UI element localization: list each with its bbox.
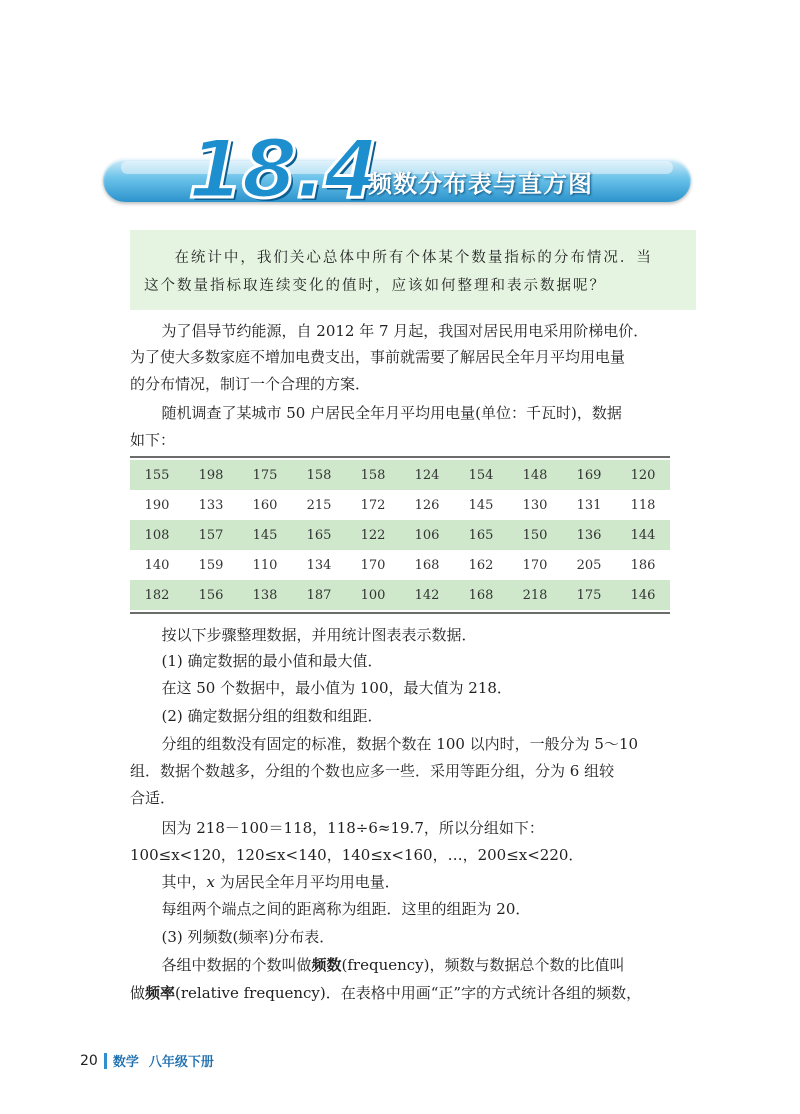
table-cell: 108 bbox=[130, 520, 184, 550]
table-cell: 190 bbox=[130, 490, 184, 520]
table-cell: 145 bbox=[454, 490, 508, 520]
step-2-line-1: 分组的组数没有固定的标准，数据个数在 100 以内时，一般分为 5～10 bbox=[161, 735, 639, 753]
footer-book: 八年级下册 bbox=[148, 1055, 214, 1070]
variable-note-suffix: 为居民全年月平均用电量． bbox=[214, 873, 400, 891]
table-cell: 186 bbox=[616, 550, 670, 580]
table-cell: 124 bbox=[400, 460, 454, 490]
table-cell: 187 bbox=[292, 580, 346, 610]
table-cell: 175 bbox=[238, 460, 292, 490]
table-bottom-rule bbox=[130, 612, 670, 614]
intro-line-2: 这个数量指标取连续变化的值时，应该如何整理和表示数据呢？ bbox=[144, 278, 606, 294]
interval-definition: 每组两个端点之间的距离称为组距．这里的组距为 20． bbox=[161, 900, 531, 918]
table-row bbox=[130, 550, 670, 580]
group-intervals: 100≤x<120，120≤x<140，140≤x<160，…，200≤x<220． bbox=[130, 846, 584, 864]
frequency-line-2-start: 做 bbox=[130, 984, 146, 1002]
table-cell: 120 bbox=[616, 460, 670, 490]
table-cell: 144 bbox=[616, 520, 670, 550]
table-cell: 142 bbox=[400, 580, 454, 610]
table-cell: 165 bbox=[292, 520, 346, 550]
paragraph-1-line-2: 为了使大多数家庭不增加电费支出，事前就需要了解居民全年月平均用电量 bbox=[130, 348, 626, 366]
step-2-line-2: 组．数据个数越多，分组的个数也应多一些．采用等距分组，分为 6 组较 bbox=[130, 762, 615, 780]
table-cell: 169 bbox=[562, 460, 616, 490]
table-cell: 175 bbox=[562, 580, 616, 610]
page-number: 20 bbox=[80, 1052, 98, 1069]
footer-subject: 数学 bbox=[112, 1055, 139, 1070]
calculation-line: 因为 218－100＝118，118÷6≈19.7，所以分组如下： bbox=[161, 819, 544, 837]
section-number: 18.4 bbox=[188, 123, 378, 216]
electricity-data-table bbox=[130, 460, 670, 610]
table-cell: 118 bbox=[616, 490, 670, 520]
table-cell: 157 bbox=[184, 520, 238, 550]
variable-note bbox=[130, 869, 696, 895]
table-cell: 168 bbox=[400, 550, 454, 580]
table-cell: 138 bbox=[238, 580, 292, 610]
table-top-rule bbox=[130, 456, 670, 458]
table-cell: 158 bbox=[292, 460, 346, 490]
table-cell: 159 bbox=[184, 550, 238, 580]
table-cell: 136 bbox=[562, 520, 616, 550]
table-cell: 122 bbox=[346, 520, 400, 550]
table-cell: 162 bbox=[454, 550, 508, 580]
table-cell: 165 bbox=[454, 520, 508, 550]
table-row bbox=[130, 520, 670, 550]
frequency-line-2 bbox=[130, 980, 696, 1006]
table-cell: 133 bbox=[184, 490, 238, 520]
footer-divider bbox=[104, 1053, 107, 1069]
table-cell: 172 bbox=[346, 490, 400, 520]
table-cell: 100 bbox=[346, 580, 400, 610]
step-1-title: (1) 确定数据的最小值和最大值． bbox=[161, 652, 383, 670]
variable-note-prefix: 其中， bbox=[161, 873, 207, 891]
paragraph-1-line-3: 的分布情况，制订一个合理的方案． bbox=[130, 375, 371, 393]
table-cell: 160 bbox=[238, 490, 292, 520]
table-cell: 148 bbox=[508, 460, 562, 490]
table-cell: 110 bbox=[238, 550, 292, 580]
frequency-line-1-end: (frequency)，频数与数据总个数的比值叫 bbox=[341, 956, 625, 974]
intro-box bbox=[130, 230, 696, 310]
table-row bbox=[130, 580, 670, 610]
table-cell: 145 bbox=[238, 520, 292, 550]
term-frequency: 频数 bbox=[311, 956, 342, 974]
step-3-title: (3) 列频数(频率)分布表． bbox=[161, 928, 335, 946]
page-footer bbox=[80, 1051, 214, 1070]
step-1-body: 在这 50 个数据中，最小值为 100，最大值为 218． bbox=[161, 679, 512, 697]
frequency-line-1 bbox=[130, 952, 696, 978]
paragraph-2-line-2: 如下： bbox=[130, 431, 176, 449]
paragraph-2-line-1: 随机调查了某城市 50 户居民全年月平均用电量(单位：千瓦时)，数据 bbox=[161, 404, 622, 422]
table-cell: 198 bbox=[184, 460, 238, 490]
table-cell: 182 bbox=[130, 580, 184, 610]
table-cell: 170 bbox=[346, 550, 400, 580]
table-cell: 131 bbox=[562, 490, 616, 520]
step-2-line-3: 合适． bbox=[130, 789, 176, 807]
table-cell: 134 bbox=[292, 550, 346, 580]
table-row bbox=[130, 490, 670, 520]
table-cell: 130 bbox=[508, 490, 562, 520]
term-relative-frequency: 频率 bbox=[145, 984, 176, 1002]
variable-x: x bbox=[206, 873, 215, 891]
table-cell: 205 bbox=[562, 550, 616, 580]
frequency-line-1-start: 各组中数据的个数叫做 bbox=[161, 956, 312, 974]
table-cell: 150 bbox=[508, 520, 562, 550]
table-cell: 215 bbox=[292, 490, 346, 520]
table-cell: 155 bbox=[130, 460, 184, 490]
paragraph-1-line-1: 为了倡导节约能源，自 2012 年 7 月起，我国对居民用电采用阶梯电价． bbox=[161, 322, 649, 340]
table-cell: 126 bbox=[400, 490, 454, 520]
section-title: 频数分布表与直方图 bbox=[368, 170, 593, 198]
step-2-title: (2) 确定数据分组的组数和组距． bbox=[161, 707, 383, 725]
table-cell: 106 bbox=[400, 520, 454, 550]
frequency-line-2-end: (relative frequency)．在表格中用画“正”字的方式统计各组的频数， bbox=[175, 984, 642, 1002]
table-cell: 218 bbox=[508, 580, 562, 610]
table-cell: 146 bbox=[616, 580, 670, 610]
table-cell: 154 bbox=[454, 460, 508, 490]
table-cell: 170 bbox=[508, 550, 562, 580]
table-cell: 168 bbox=[454, 580, 508, 610]
intro-line-1: 在统计中，我们关心总体中所有个体某个数量指标的分布情况．当 bbox=[174, 250, 653, 266]
table-cell: 158 bbox=[346, 460, 400, 490]
steps-intro: 按以下步骤整理数据，并用统计图表表示数据． bbox=[161, 626, 477, 644]
table-row bbox=[130, 460, 670, 490]
table-cell: 156 bbox=[184, 580, 238, 610]
table-cell: 140 bbox=[130, 550, 184, 580]
